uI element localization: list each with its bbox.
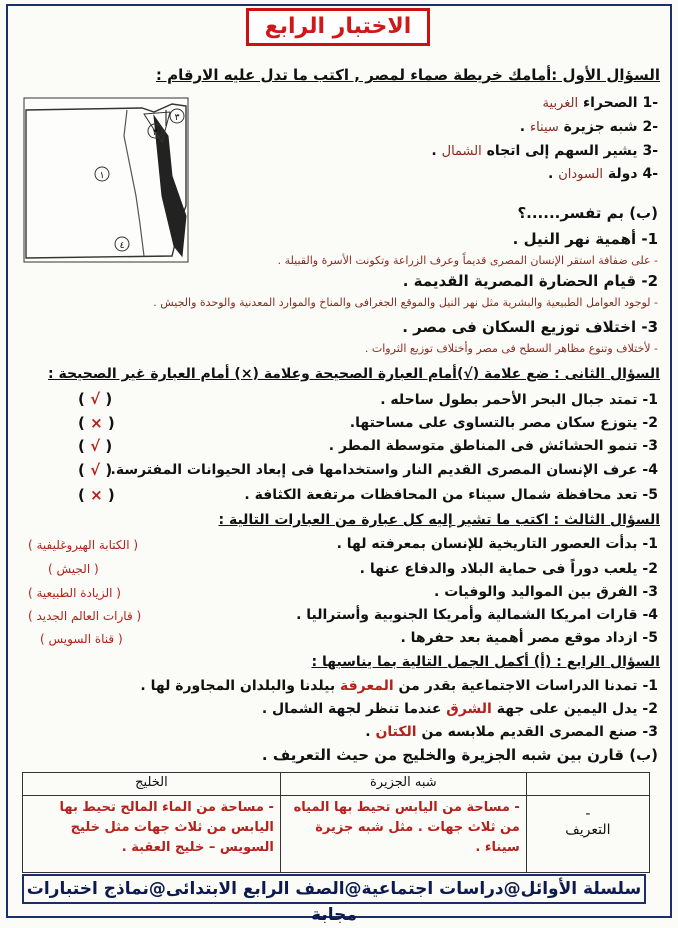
q4-item-3: 3- صنع المصرى القديم ملابسه من الكتان .: [365, 724, 658, 740]
q4-item-1: 1- تمدنا الدراسات الاجتماعية بقدر من المعرفة بيلدنا والبلدان المجاورة لها .: [140, 678, 658, 694]
header-peninsula: شبه الجزيرة: [280, 773, 526, 796]
q3-answer-1: ( الكتابة الهيروغليفية ): [28, 538, 139, 552]
header-empty: [526, 773, 649, 796]
q4-part-b: (ب) قارن بين شبه الجزيرة والخليج من حيث التعريف .: [261, 746, 658, 764]
q1b-item-1: 1- أهمية نهر النيل .: [512, 230, 658, 248]
q1b-answer-3: - لأختلاف وتنوع مظاهر السطح فى مصر وأختلاف توزيع الثروات .: [364, 342, 658, 355]
header-gulf: الخليج: [23, 773, 281, 796]
q2-mark-5: ( × ): [78, 486, 115, 504]
table-row: [23, 796, 650, 873]
q3-answer-4: ( قارات العالم الجديد ): [28, 609, 142, 623]
comparison-table: [22, 772, 650, 873]
table-header-row: [23, 773, 650, 796]
series-footer: سلسلة الأوائل@دراسات اجتماعية@الصف الرابع الابتدائى@نماذج اختبارات مجابة: [22, 874, 646, 904]
q3-answer-5: ( قناة السويس ): [40, 632, 123, 646]
q4-heading: السؤال الرابع : (أ) أكمل الجمل التالية بما يناسبها :: [311, 654, 660, 670]
q1b-item-3: 3- اختلاف توزيع السكان فى مصر .: [402, 318, 658, 336]
q3-heading: السؤال الثالث : اكتب ما تشير إليه كل عبارة من العبارات التالية :: [218, 512, 660, 528]
map-label-3: ٣: [174, 113, 180, 123]
map-label-4: ٤: [119, 241, 125, 251]
cell-peninsula-definition: - مساحة من اليابس تحيط بها المياه من ثلاث جهات . مثل شبه جزيرة سيناء .: [280, 796, 526, 873]
q2-heading: السؤال الثانى : ضع علامة (√)أمام العبارة الصحيحة وعلامة (×) أمام العبارة غير الصحيحة :: [47, 366, 660, 382]
q3-item-2: 2- يلعب دوراً فى حماية البلاد والدفاع عنها .: [359, 561, 658, 577]
exam-title: الاختبار الرابع: [246, 8, 430, 46]
q3-answer-2: ( الجيش ): [48, 562, 99, 576]
q2-mark-1: ( √ ): [78, 390, 113, 408]
cell-row-label: - التعريف: [526, 796, 649, 873]
q1-item-2: -2 شبه جزيرة سيناء .: [519, 119, 658, 135]
q1-heading: السؤال الأول :أمامك خريطة صماء لمصر , اكتب ما تدل عليه الارقام :: [155, 66, 660, 84]
q2-item-1: 1- تمتد جبال البحر الأحمر بطول ساحله .: [380, 392, 658, 408]
q1-item-4: -4 دولة السودان .: [548, 166, 658, 182]
q4-item-2: 2- يدل اليمين على جهة الشرق عندما تنظر لجهة الشمال .: [261, 701, 658, 717]
q1-item-3: -3 يشير السهم إلى اتجاه الشمال .: [431, 143, 658, 159]
q1-item-1: -1 الصحراء الغربية: [542, 95, 658, 111]
q2-item-3: 3- تنمو الحشائش فى المناطق متوسطة المطر .: [328, 438, 658, 454]
q2-item-2: 2- يتوزع سكان مصر بالتساوى على مساحتها.: [349, 415, 658, 431]
q3-answer-3: ( الزيادة الطبيعية ): [28, 586, 121, 600]
q2-item-4: 4- عرف الإنسان المصرى القديم النار واستخدامها فى إبعاد الحيوانات المفترسة.: [110, 462, 658, 478]
q1b-heading: (ب) بم تفسر......؟: [517, 204, 658, 222]
q1b-item-2: 2- قيام الحضارة المصرية القديمة .: [402, 272, 658, 290]
q1b-answer-1: - على ضفافة استقر الإنسان المصرى قديماً وعرف الزراعة وتكونت الأسرة والقبيلة .: [277, 254, 658, 267]
cell-gulf-definition: - مساحة من الماء المالح تحيط بها اليابس من ثلاث جهات مثل خليج السويس – خليج العقبة .: [23, 796, 281, 873]
q2-item-5: 5- تعد محافظة شمال سيناء من المحافظات مرتفعة الكثافة .: [244, 487, 658, 503]
q2-mark-3: ( √ ): [78, 437, 113, 455]
map-label-1: ١: [99, 171, 105, 181]
egypt-blank-map: [22, 96, 190, 264]
q2-mark-2: ( × ): [78, 414, 115, 432]
q3-item-4: 4- قارات امريكا الشمالية وأمريكا الجنوبية وأستراليا .: [296, 607, 658, 623]
q1b-answer-2: - لوجود العوامل الطبيعية والبشرية مثل نهر النيل والموقع الجغرافى والمناخ والموارد المعدنية والوحدة والجيش .: [153, 296, 658, 309]
q2-mark-4: ( √ ): [78, 461, 113, 479]
q3-item-3: 3- الفرق بين المواليد والوفيات .: [434, 584, 658, 600]
q3-item-5: 5- ازداد موقع مصر أهمية بعد حفرها .: [400, 630, 658, 646]
q3-item-1: 1- بدأت العصور التاريخية للإنسان بمعرفته لها .: [336, 536, 658, 552]
map-label-2: ٢: [152, 128, 158, 138]
